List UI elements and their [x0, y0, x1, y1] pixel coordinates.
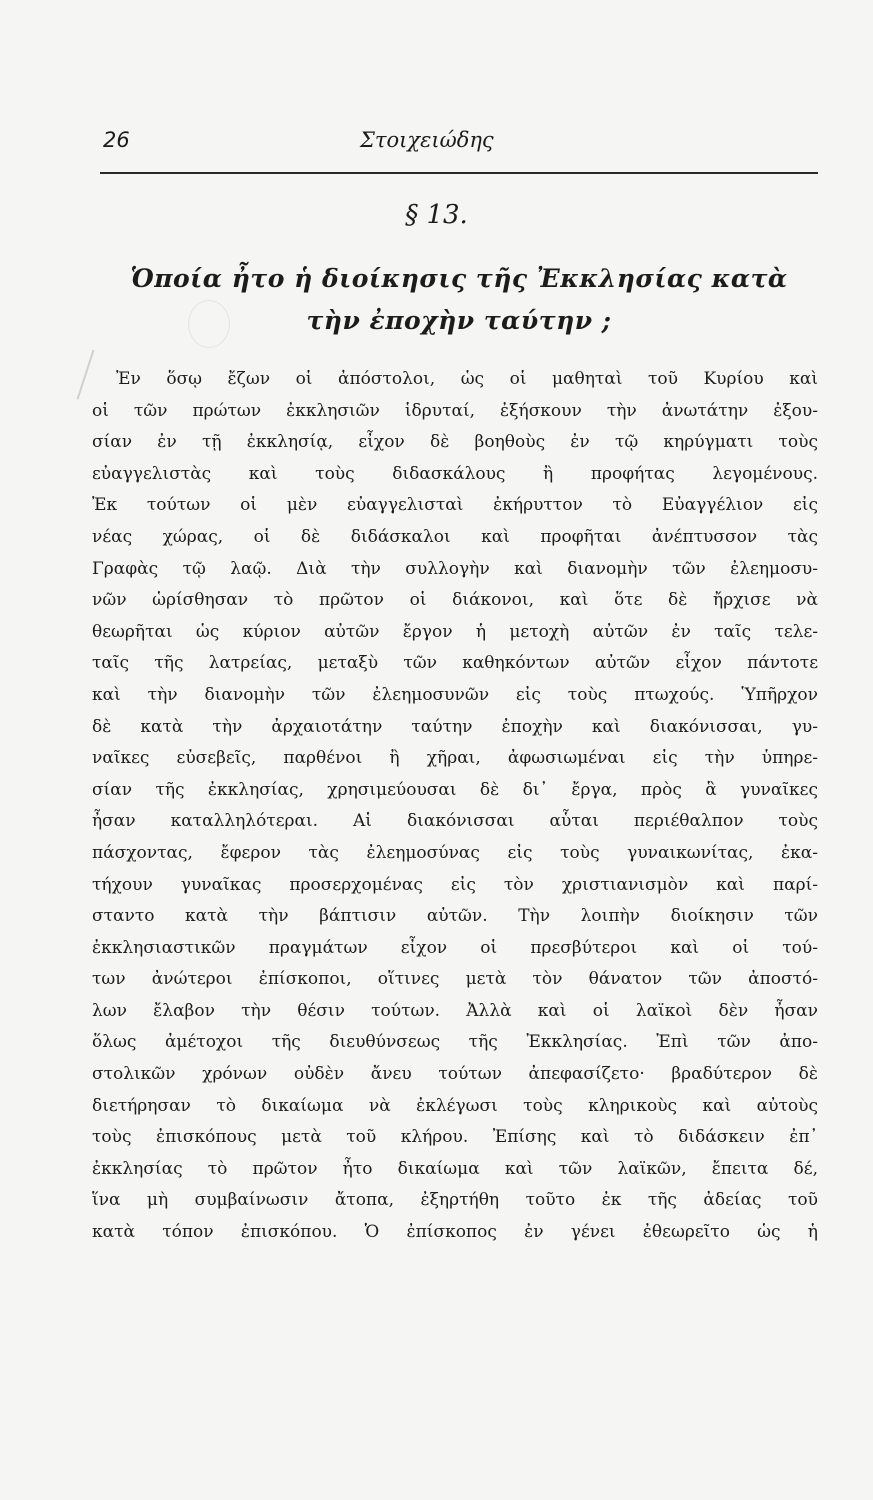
body-line: λων ἔλαβον τὴν θέσιν τούτων. Ἀλλὰ καὶ οἱ λαϊκοὶ δὲν ἦσαν: [92, 1000, 818, 1021]
body-line: δὲ κατὰ τὴν ἀρχαιοτάτην ταύτην ἐποχὴν καὶ διακόνισσαι, γυ-: [92, 716, 818, 737]
body-line: τοὺς ἐπισκόπους μετὰ τοῦ κλήρου. Ἐπίσης καὶ τὸ διδάσκειν ἐπ᾽: [92, 1127, 818, 1148]
body-line: Γραφὰς τῷ λαῷ. Διὰ τὴν συλλογὴν καὶ διανομὴν τῶν ἐλεημοσυ-: [92, 558, 818, 579]
body-paragraph: [92, 364, 818, 1249]
body-line: θεωρῆται ὡς κύριον αὐτῶν ἔργον ἡ μετοχὴ αὐτῶν ἐν ταῖς τελε-: [92, 621, 818, 642]
body-line: διετήρησαν τὸ δικαίωμα νὰ ἐκλέγωσι τοὺς κληρικοὺς καὶ αὐτοὺς: [92, 1095, 818, 1116]
body-line: ἦσαν καταλληλότεραι. Αἱ διακόνισσαι αὗται περιέθαλπον τοὺς: [92, 811, 818, 832]
body-line: νέας χώρας, οἱ δὲ διδάσκαλοι καὶ προφῆται ἀνέπτυσσον τὰς: [92, 526, 818, 547]
section-number: § 13.: [405, 200, 468, 230]
body-line: κατὰ τόπον ἐπισκόπου. Ὁ ἐπίσκοπος ἐν γένει ἐθεωρεῖτο ὡς ἡ: [92, 1222, 818, 1243]
body-line: εὐαγγελιστὰς καὶ τοὺς διδασκάλους ἢ προφήτας λεγομένους.: [92, 463, 818, 484]
body-line: ἐκκλησιαστικῶν πραγμάτων εἶχον οἱ πρεσβύτεροι καὶ οἱ τού-: [92, 937, 818, 958]
body-line: ἐκκλησίας τὸ πρῶτον ἦτο δικαίωμα καὶ τῶν λαϊκῶν, ἔπειτα δέ,: [92, 1158, 818, 1179]
body-line: σίαν ἐν τῇ ἐκκλησίᾳ, εἶχον δὲ βοηθοὺς ἐν τῷ κηρύγματι τοὺς: [92, 432, 818, 453]
body-line: σίαν τῆς ἐκκλησίας, χρησιμεύουσαι δὲ δι᾽ ἔργα, πρὸς ἃ γυναῖκες: [92, 779, 818, 800]
body-line: Ἐν ὅσῳ ἔζων οἱ ἀπόστολοι, ὡς οἱ μαθηταὶ τοῦ Κυρίου καὶ: [116, 369, 818, 389]
body-line: σταντο κατὰ τὴν βάπτισιν αὐτῶν. Τὴν λοιπὴν διοίκησιν τῶν: [92, 906, 818, 927]
body-line: στολικῶν χρόνων οὐδὲν ἄνευ τούτων ἀπεφασίζετο· βραδύτερον δὲ: [92, 1064, 818, 1085]
page-number: 26: [103, 128, 130, 152]
section-title: [100, 258, 818, 342]
section-title-line: Ὁποία ἦτο ἡ διοίκησις τῆς Ἐκκλησίας κατὰ: [130, 264, 788, 293]
body-line: ταῖς τῆς λατρείας, μεταξὺ τῶν καθηκόντων αὐτῶν εἶχον πάντοτε: [92, 653, 818, 674]
body-line: νῶν ὡρίσθησαν τὸ πρῶτον οἱ διάκονοι, καὶ ὅτε δὲ ἤρχισε νὰ: [92, 590, 818, 611]
body-line: Ἐκ τούτων οἱ μὲν εὐαγγελισταὶ ἐκήρυττον τὸ Εὐαγγέλιον εἰς: [92, 495, 818, 516]
body-line: ναῖκες εὐσεβεῖς, παρθένοι ἢ χῆραι, ἀφωσιωμέναι εἰς τὴν ὑπηρε-: [92, 748, 818, 769]
body-line: ὅλως ἀμέτοχοι τῆς διευθύνσεως τῆς Ἐκκλησίας. Ἐπὶ τῶν ἀπο-: [92, 1032, 818, 1053]
body-line: των ἀνώτεροι ἐπίσκοποι, οἵτινες μετὰ τὸν θάνατον τῶν ἀποστό-: [92, 969, 818, 990]
header-rule: [100, 172, 818, 174]
running-title: Στοιχειώδης: [360, 128, 494, 152]
body-line: ἵνα μὴ συμβαίνωσιν ἄτοπα, ἐξηρτήθη τοῦτο ἐκ τῆς ἀδείας τοῦ: [92, 1190, 818, 1211]
body-line: καὶ τὴν διανομὴν τῶν ἐλεημοσυνῶν εἰς τοὺς πτωχούς. Ὑπῆρχον: [92, 684, 818, 705]
section-title-line: τὴν ἐποχὴν ταύτην ;: [306, 306, 612, 335]
body-line: οἱ τῶν πρώτων ἐκκλησιῶν ἱδρυταί, ἐξήσκουν τὴν ἀνωτάτην ἐξου-: [92, 400, 818, 421]
body-line: πάσχοντας, ἔφερον τὰς ἐλεημοσύνας εἰς τοὺς γυναικωνίτας, ἐκα-: [92, 842, 818, 863]
body-line: τήχουν γυναῖκας προσερχομένας εἰς τὸν χριστιανισμὸν καὶ παρί-: [92, 874, 818, 895]
